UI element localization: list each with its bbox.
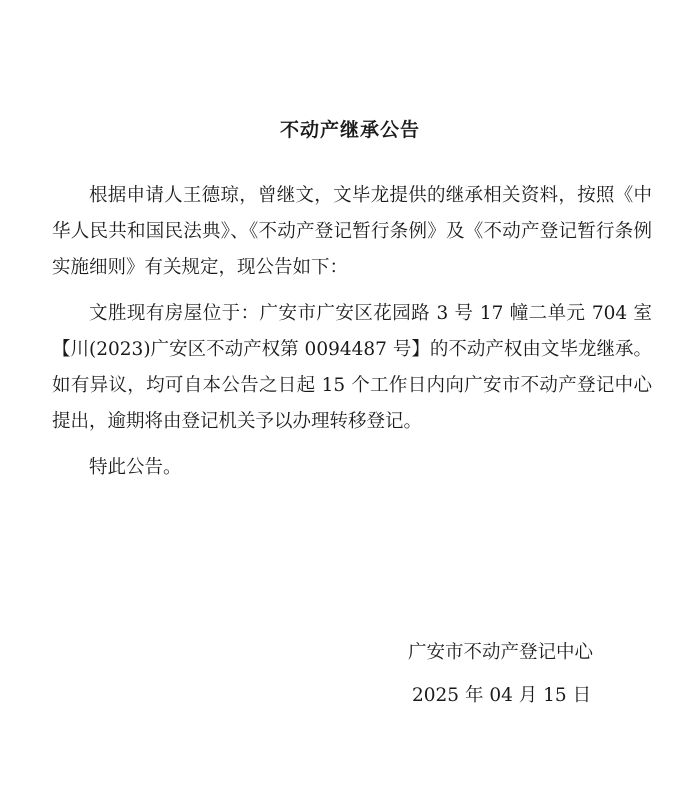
document-title: 不动产继承公告 xyxy=(279,119,420,141)
paragraph-content: 文胜现有房屋位于：广安市广安区花园路 3 号 17 幢二单元 704 室【川(2023)广安区不动产权第 0094487 号】的不动产权由文毕龙继承。如有异议，均可自本公告之日起 15 个工作日内向广安市不动产登记中心提出，逾期将由登记机关予以办理转移登记。 xyxy=(52,303,652,432)
paragraph-closing: 特此公告。 xyxy=(89,457,182,478)
issuing-authority: 广安市不动产登记中心 xyxy=(408,642,594,663)
paragraph-intro: 根据申请人王德琼，曾继文，文毕龙提供的继承相关资料，按照《中华人民共和国民法典》、《不动产登记暂行条例》及《不动产登记暂行条例实施细则》有关规定，现公告如下： xyxy=(52,185,652,278)
issue-date: 2025 年 04 月 15 日 xyxy=(412,685,592,706)
document-body xyxy=(52,178,652,496)
